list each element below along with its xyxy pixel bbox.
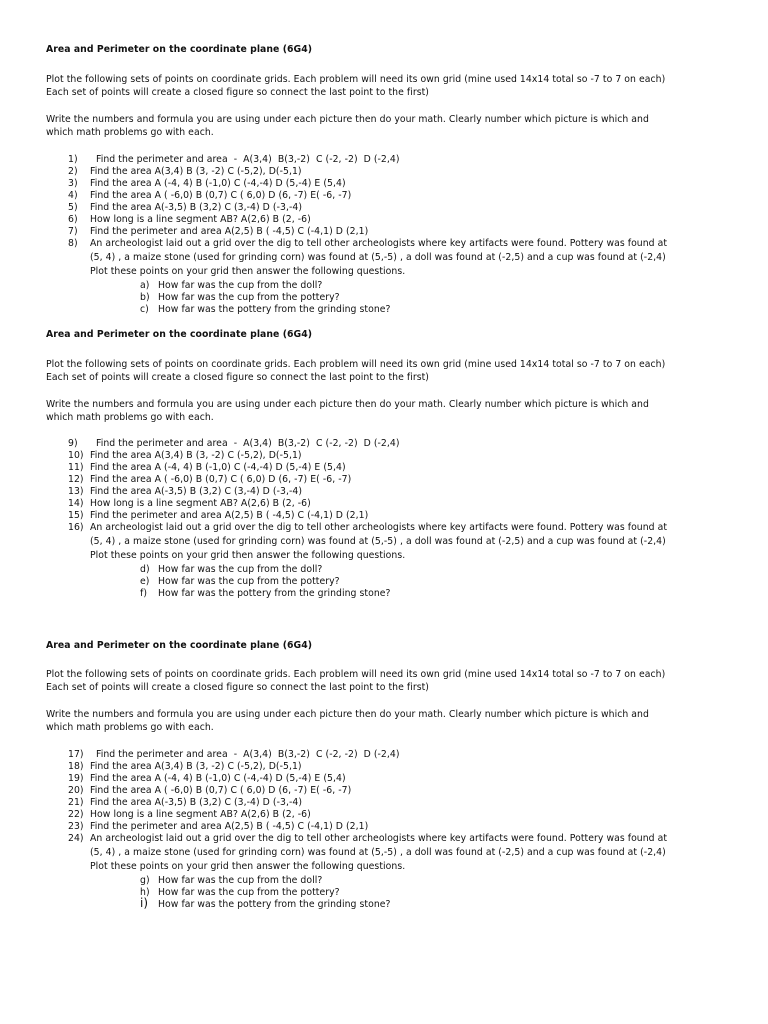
sub-question xyxy=(68,280,748,292)
archeology-problem xyxy=(68,522,748,564)
problem-text-line: (5, 4) , a maize stone (used for grinding corn) was found at (5,-5) , a doll was found at (-2,5) and a cup was found at (-2,4) xyxy=(90,536,666,547)
problem-number: 20) xyxy=(68,785,84,796)
sub-question xyxy=(68,887,748,899)
problem-number: 17) xyxy=(68,749,84,760)
problem-text-line: An archeologist laid out a grid over the dig to tell other archeologists where key artifacts were found. Pottery was found at xyxy=(90,833,668,844)
sub-question-text: How far was the pottery from the grinding stone? xyxy=(158,304,391,315)
problem-number: 21) xyxy=(68,797,84,808)
problem-number: 1) xyxy=(68,154,78,165)
sub-question-letter: h) xyxy=(140,887,150,898)
problem-item xyxy=(68,761,748,773)
problem-item xyxy=(68,498,748,510)
sub-question-letter: i) xyxy=(140,896,149,910)
sub-question-text: How far was the pottery from the grinding stone? xyxy=(158,899,391,910)
problem-number: 8) xyxy=(68,238,78,249)
problem-number: 9) xyxy=(68,438,78,449)
problem-item xyxy=(68,486,748,498)
problem-item xyxy=(68,474,748,486)
problem-text: Find the perimeter and area A(2,5) B ( -4,5) C (-4,1) D (2,1) xyxy=(90,226,369,237)
problem-number: 16) xyxy=(68,522,84,533)
problem-list xyxy=(68,154,748,316)
sub-question-letter: f) xyxy=(140,588,148,599)
problem-item xyxy=(68,178,748,190)
problem-text-line: (5, 4) , a maize stone (used for grinding corn) was found at (5,-5) , a doll was found at (-2,5) and a cup was found at (-2,4) xyxy=(90,252,666,263)
problem-text: Find the area A(-3,5) B (3,2) C (3,-4) D (-3,-4) xyxy=(90,797,302,808)
intro-line: Plot the following sets of points on coordinate grids. Each problem will need its own grid (mine used 14x14 total so -7 to 7 on each) xyxy=(46,359,666,370)
sub-question-text: How far was the pottery from the grinding stone? xyxy=(158,588,391,599)
problem-item xyxy=(68,773,748,785)
problem-text-line: Plot these points on your grid then answer the following questions. xyxy=(90,266,406,277)
problem-number: 2) xyxy=(68,166,78,177)
problem-number: 12) xyxy=(68,474,84,485)
problem-number: 14) xyxy=(68,498,84,509)
problem-number: 10) xyxy=(68,450,84,461)
problem-text-line: An archeologist laid out a grid over the dig to tell other archeologists where key artifacts were found. Pottery was found at xyxy=(90,238,668,249)
problem-text: Find the area A ( -6,0) B (0,7) C ( 6,0) D (6, -7) E( -6, -7) xyxy=(90,785,352,796)
problem-number: 6) xyxy=(68,214,78,225)
archeology-problem xyxy=(68,238,748,280)
problem-number: 5) xyxy=(68,202,78,213)
problem-text xyxy=(90,521,768,563)
problem-number: 23) xyxy=(68,821,84,832)
instruction-line: Write the numbers and formula you are using under each picture then do your math. Clearly number which picture is which and xyxy=(46,114,649,125)
problem-text: Find the area A(3,4) B (3, -2) C (-5,2), D(-5,1) xyxy=(90,450,302,461)
sub-question xyxy=(68,304,748,316)
problem-text: Find the area A(-3,5) B (3,2) C (3,-4) D (-3,-4) xyxy=(90,202,302,213)
sub-question-text: How far was the cup from the doll? xyxy=(158,875,323,886)
problem-item xyxy=(68,214,748,226)
problem-text-line: Plot these points on your grid then answer the following questions. xyxy=(90,550,406,561)
problem-text: Find the area A (-4, 4) B (-1,0) C (-4,-4) D (5,-4) E (5,4) xyxy=(90,773,346,784)
problem-number: 4) xyxy=(68,190,78,201)
instruction-line: which math problems go with each. xyxy=(46,127,214,138)
sub-question xyxy=(68,875,748,887)
problem-item xyxy=(68,166,748,178)
problem-item xyxy=(68,190,748,202)
instruction-line: which math problems go with each. xyxy=(46,412,214,423)
problem-item xyxy=(68,462,748,474)
sub-question-text: How far was the cup from the doll? xyxy=(158,280,323,291)
instruction-paragraph xyxy=(46,398,746,424)
sub-question-letter: c) xyxy=(140,304,149,315)
intro-line: Each set of points will create a closed figure so connect the last point to the first) xyxy=(46,682,429,693)
problem-number: 24) xyxy=(68,833,84,844)
sub-question-letter: b) xyxy=(140,292,150,303)
problem-text xyxy=(90,237,768,279)
problem-text: Find the area A(-3,5) B (3,2) C (3,-4) D (-3,-4) xyxy=(90,486,302,497)
problem-text-line: (5, 4) , a maize stone (used for grinding corn) was found at (5,-5) , a doll was found at (-2,5) and a cup was found at (-2,4) xyxy=(90,847,666,858)
section-title: Area and Perimeter on the coordinate plane (6G4) xyxy=(46,329,313,340)
intro-line: Plot the following sets of points on coordinate grids. Each problem will need its own grid (mine used 14x14 total so -7 to 7 on each) xyxy=(46,669,666,680)
problem-item xyxy=(68,154,748,166)
sub-question-letter: a) xyxy=(140,280,150,291)
problem-list xyxy=(68,749,748,911)
instruction-line: Write the numbers and formula you are using under each picture then do your math. Clearly number which picture is which and xyxy=(46,709,649,720)
intro-line: Each set of points will create a closed figure so connect the last point to the first) xyxy=(46,87,429,98)
sub-question-text: How far was the cup from the doll? xyxy=(158,564,323,575)
sub-question-text: How far was the cup from the pottery? xyxy=(158,576,340,587)
problem-text: How long is a line segment AB? A(2,6) B (2, -6) xyxy=(90,809,311,820)
problem-text: Find the perimeter and area - A(3,4) B(3,-2) C (-2, -2) D (-2,4) xyxy=(90,438,400,449)
problem-item xyxy=(68,785,748,797)
problem-text: Find the area A ( -6,0) B (0,7) C ( 6,0) D (6, -7) E( -6, -7) xyxy=(90,190,352,201)
intro-paragraph xyxy=(46,73,746,99)
section-title: Area and Perimeter on the coordinate plane (6G4) xyxy=(46,44,313,55)
sub-question xyxy=(68,588,748,600)
intro-line: Plot the following sets of points on coordinate grids. Each problem will need its own grid (mine used 14x14 total so -7 to 7 on each) xyxy=(46,74,666,85)
problem-text: Find the area A (-4, 4) B (-1,0) C (-4,-4) D (5,-4) E (5,4) xyxy=(90,178,346,189)
problem-list xyxy=(68,438,748,600)
problem-text: Find the area A ( -6,0) B (0,7) C ( 6,0) D (6, -7) E( -6, -7) xyxy=(90,474,352,485)
problem-text: Find the perimeter and area - A(3,4) B(3,-2) C (-2, -2) D (-2,4) xyxy=(90,154,400,165)
instruction-line: Write the numbers and formula you are using under each picture then do your math. Clearly number which picture is which and xyxy=(46,399,649,410)
instruction-paragraph xyxy=(46,708,746,734)
problem-item xyxy=(68,797,748,809)
problem-number: 7) xyxy=(68,226,78,237)
problem-number: 3) xyxy=(68,178,78,189)
problem-number: 19) xyxy=(68,773,84,784)
problem-text: Find the area A (-4, 4) B (-1,0) C (-4,-4) D (5,-4) E (5,4) xyxy=(90,462,346,473)
instruction-paragraph xyxy=(46,113,746,139)
problem-text: How long is a line segment AB? A(2,6) B (2, -6) xyxy=(90,214,311,225)
problem-item xyxy=(68,202,748,214)
problem-text-line: Plot these points on your grid then answer the following questions. xyxy=(90,861,406,872)
sub-question-letter: e) xyxy=(140,576,150,587)
problem-item xyxy=(68,450,748,462)
instruction-line: which math problems go with each. xyxy=(46,722,214,733)
problem-text xyxy=(90,832,768,874)
sub-question xyxy=(68,896,748,911)
sub-question xyxy=(68,564,748,576)
problem-text: Find the perimeter and area A(2,5) B ( -4,5) C (-4,1) D (2,1) xyxy=(90,821,369,832)
sub-question-letter: g) xyxy=(140,875,150,886)
sub-question-text: How far was the cup from the pottery? xyxy=(158,887,340,898)
intro-line: Each set of points will create a closed figure so connect the last point to the first) xyxy=(46,372,429,383)
sub-question-letter: d) xyxy=(140,564,150,575)
problem-number: 18) xyxy=(68,761,84,772)
problem-text-line: An archeologist laid out a grid over the dig to tell other archeologists where key artifacts were found. Pottery was found at xyxy=(90,522,668,533)
problem-item xyxy=(68,438,748,450)
problem-number: 15) xyxy=(68,510,84,521)
sub-question-text: How far was the cup from the pottery? xyxy=(158,292,340,303)
problem-number: 11) xyxy=(68,462,84,473)
problem-item xyxy=(68,809,748,821)
sub-question xyxy=(68,576,748,588)
problem-text: Find the area A(3,4) B (3, -2) C (-5,2), D(-5,1) xyxy=(90,761,302,772)
archeology-problem xyxy=(68,833,748,875)
intro-paragraph xyxy=(46,668,746,694)
section-title: Area and Perimeter on the coordinate plane (6G4) xyxy=(46,640,313,651)
sub-question xyxy=(68,292,748,304)
problem-text: Find the perimeter and area - A(3,4) B(3,-2) C (-2, -2) D (-2,4) xyxy=(90,749,400,760)
problem-number: 13) xyxy=(68,486,84,497)
problem-text: How long is a line segment AB? A(2,6) B (2, -6) xyxy=(90,498,311,509)
problem-number: 22) xyxy=(68,809,84,820)
problem-item xyxy=(68,749,748,761)
problem-text: Find the area A(3,4) B (3, -2) C (-5,2), D(-5,1) xyxy=(90,166,302,177)
problem-text: Find the perimeter and area A(2,5) B ( -4,5) C (-4,1) D (2,1) xyxy=(90,510,369,521)
intro-paragraph xyxy=(46,358,746,384)
